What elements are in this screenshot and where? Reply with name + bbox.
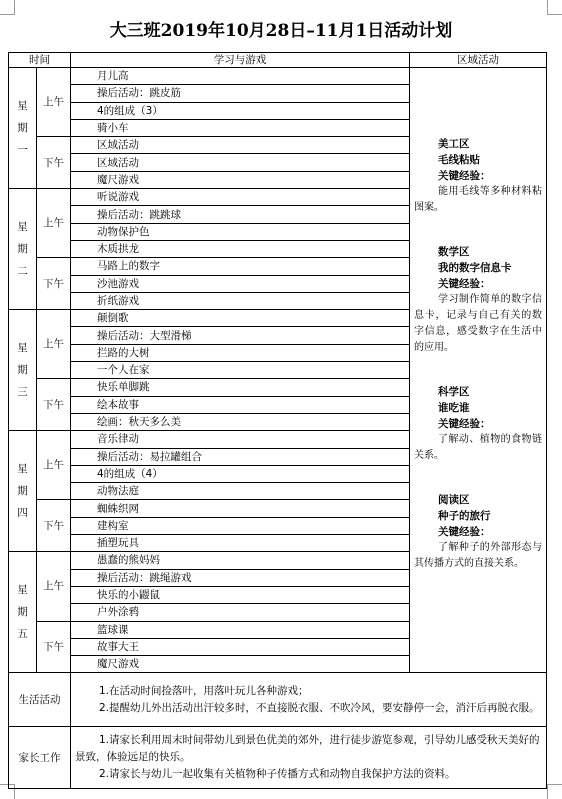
area-key: 关键经验： <box>438 418 491 430</box>
activity-cell: 蜘蛛织网 <box>71 500 410 517</box>
life-activities-label: 生活活动 <box>9 673 71 727</box>
area-description: 学习制作简单的数字信息卡，记录与自己有关的数字信息，感受数字在生活中的应用。 <box>414 294 542 353</box>
life-activities-item: 1.在活动时间捡落叶，用落叶玩儿各种游戏； <box>99 684 309 697</box>
area-key: 关键经验： <box>438 526 491 538</box>
parent-work-item: 1.请家长利用周末时间带幼儿到景色优美的郊外，进行徒步游览参观，引导幼儿感受秋天美好的景致，体验远足的快乐。 <box>75 734 540 764</box>
activity-cell: 操后活动：易拉罐组合 <box>71 448 410 465</box>
area-block <box>414 244 542 356</box>
period-morning: 上午 <box>37 310 71 379</box>
activity-cell: 操后活动：大型滑梯 <box>71 327 410 344</box>
activity-cell: 户外涂鸦 <box>71 604 410 621</box>
area-key: 关键经验： <box>438 278 491 290</box>
activity-cell: 操后活动：跳皮筋 <box>71 85 410 102</box>
day-label-char: 期 <box>17 364 28 377</box>
life-activities-row <box>9 673 547 727</box>
crop-mark-bottom-right <box>547 784 562 799</box>
activity-plan-table <box>8 52 547 789</box>
area-key: 关键经验： <box>438 170 491 182</box>
area-block <box>414 492 542 572</box>
activity-cell: 骑小车 <box>71 119 410 136</box>
period-morning: 上午 <box>37 189 71 258</box>
area-activities-cell <box>410 68 547 673</box>
parent-work-label: 家长工作 <box>9 727 71 789</box>
day-label-char: 期 <box>17 485 28 498</box>
activity-cell: 快乐单脚跳 <box>71 379 410 396</box>
day-label-cell <box>9 431 37 552</box>
activity-cell: 绘画：秋天多么美 <box>71 413 410 430</box>
activity-cell: 月儿高 <box>71 68 410 85</box>
area-name: 数学区 <box>438 246 470 258</box>
day-label-char: 三 <box>17 386 28 399</box>
area-description: 了解种子的外部形态与其传播方式的直接关系。 <box>414 542 542 569</box>
area-block <box>414 384 542 464</box>
activity-cell: 木质拱龙 <box>71 240 410 257</box>
activity-cell: 快乐的小鼹鼠 <box>71 586 410 603</box>
activity-cell: 动物保护色 <box>71 223 410 240</box>
activity-cell: 篮球课 <box>71 621 410 638</box>
day-label-char: 星 <box>17 342 28 355</box>
activity-cell: 操后活动：跳绳游戏 <box>71 569 410 586</box>
activity-cell: 绘本故事 <box>71 396 410 413</box>
activity-cell: 区域活动 <box>71 154 410 171</box>
day-label-char: 期 <box>17 122 28 135</box>
day-label-cell <box>9 189 37 310</box>
day-label-char: 星 <box>17 221 28 234</box>
area-topic: 毛线粘贴 <box>438 154 480 166</box>
area-name: 科学区 <box>438 386 470 398</box>
activity-cell: 音乐律动 <box>71 431 410 448</box>
day-label-cell <box>9 68 37 189</box>
period-morning: 上午 <box>37 431 71 500</box>
activity-cell: 区域活动 <box>71 137 410 154</box>
table-header-row <box>9 53 547 68</box>
activity-cell: 4的组成（3） <box>71 102 410 119</box>
day-label-char: 星 <box>17 463 28 476</box>
activity-cell: 故事大王 <box>71 638 410 655</box>
header-study: 学习与游戏 <box>71 53 410 68</box>
crop-mark-top-left <box>0 0 15 15</box>
day-label-cell <box>9 552 37 673</box>
day-label-char: 星 <box>17 100 28 113</box>
activity-cell: 颠倒歌 <box>71 310 410 327</box>
activity-cell: 沙池游戏 <box>71 275 410 292</box>
day-label-char: 四 <box>17 507 28 520</box>
activity-cell: 插塑玩具 <box>71 535 410 552</box>
life-activities-item: 2.提醒幼儿外出活动出汗较多时，不直接脱衣服、不吹冷风，要安静停一会，消汗后再脱衣服。 <box>99 701 540 714</box>
crop-mark-top-right <box>547 0 562 15</box>
area-block <box>414 136 542 216</box>
day-label-char: 期 <box>17 243 28 256</box>
activity-cell: 拦路的大树 <box>71 344 410 361</box>
parent-work-content <box>71 727 547 789</box>
activity-cell: 操后活动：跳跳球 <box>71 206 410 223</box>
activity-cell: 折纸游戏 <box>71 292 410 309</box>
period-afternoon: 下午 <box>37 500 71 552</box>
area-description: 了解动、植物的食物链关系。 <box>414 434 542 461</box>
life-activities-content <box>71 673 547 727</box>
area-description: 能用毛线等多种材料粘图案。 <box>414 186 542 213</box>
day-label-char: 期 <box>17 606 28 619</box>
period-afternoon: 下午 <box>37 258 71 310</box>
area-topic: 种子的旅行 <box>438 510 491 522</box>
parent-work-item: 2.请家长与幼儿一起收集有关植物种子传播方式和动物自我保护方法的资料。 <box>99 768 456 781</box>
day-label-char: 二 <box>17 265 28 278</box>
activity-cell: 动物法庭 <box>71 483 410 500</box>
period-morning: 上午 <box>37 68 71 137</box>
day-label-cell <box>9 310 37 431</box>
period-afternoon: 下午 <box>37 137 71 189</box>
day-label-char: 一 <box>17 144 28 157</box>
page-title: 大三班2019年10月28日–11月1日活动计划 <box>109 21 453 41</box>
header-area: 区域活动 <box>410 53 547 68</box>
activity-cell: 听说游戏 <box>71 189 410 206</box>
period-afternoon: 下午 <box>37 621 71 673</box>
activity-cell: 建构室 <box>71 517 410 534</box>
activity-cell: 马路上的数字 <box>71 258 410 275</box>
activity-cell: 愚蠢的熊妈妈 <box>71 552 410 569</box>
header-time: 时间 <box>9 53 71 68</box>
activity-cell: 一个人在家 <box>71 362 410 379</box>
day-label-char: 星 <box>17 584 28 597</box>
period-afternoon: 下午 <box>37 379 71 431</box>
area-name: 美工区 <box>438 138 470 150</box>
area-topic: 我的数字信息卡 <box>438 262 512 274</box>
table-row <box>9 68 547 85</box>
period-morning: 上午 <box>37 552 71 621</box>
activity-cell: 4的组成（4） <box>71 465 410 482</box>
parent-work-row <box>9 727 547 789</box>
area-topic: 谁吃谁 <box>438 402 470 414</box>
activity-cell: 魔尺游戏 <box>71 656 410 673</box>
day-label-char: 五 <box>17 628 28 641</box>
activity-cell: 魔尺游戏 <box>71 171 410 188</box>
area-name: 阅读区 <box>438 494 470 506</box>
